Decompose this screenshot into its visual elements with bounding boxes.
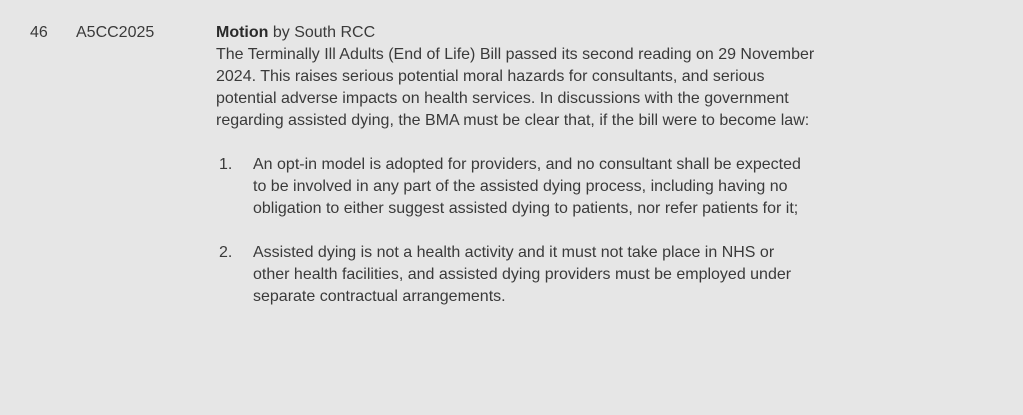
motion-number: 46 bbox=[30, 24, 48, 41]
motion-body bbox=[216, 22, 1006, 330]
motion-label: Motion bbox=[216, 24, 269, 41]
motion-intro: The Terminally Ill Adults (End of Life) Bill passed its second reading on 29 November 2024. This raises serious potential moral hazards for consultants, and serious potential adverse impacts on health services. In discussions with the government regarding assisted dying, the BMA must be clear that, if the bill were to become law: bbox=[216, 46, 815, 129]
motion-header bbox=[216, 22, 1006, 44]
clause-marker: 1. bbox=[219, 156, 233, 173]
motion-code: A5CC2025 bbox=[76, 24, 155, 41]
clause-marker: 2. bbox=[219, 244, 233, 261]
motion-proposer: by South RCC bbox=[268, 24, 376, 41]
clause-item bbox=[216, 242, 1006, 308]
motion-clauses bbox=[216, 154, 1006, 308]
clause-item bbox=[216, 154, 1006, 220]
clause-text: Assisted dying is not a health activity and it must not take place in NHS or other health facilities, and assisted dying providers must be employed under separate contractual arrangements. bbox=[253, 244, 792, 305]
clause-text: An opt-in model is adopted for providers, and no consultant shall be expected to be involved in any part of the assisted dying process, including having no obligation to either suggest assisted dying to patients, nor refer patients for it; bbox=[253, 156, 801, 217]
